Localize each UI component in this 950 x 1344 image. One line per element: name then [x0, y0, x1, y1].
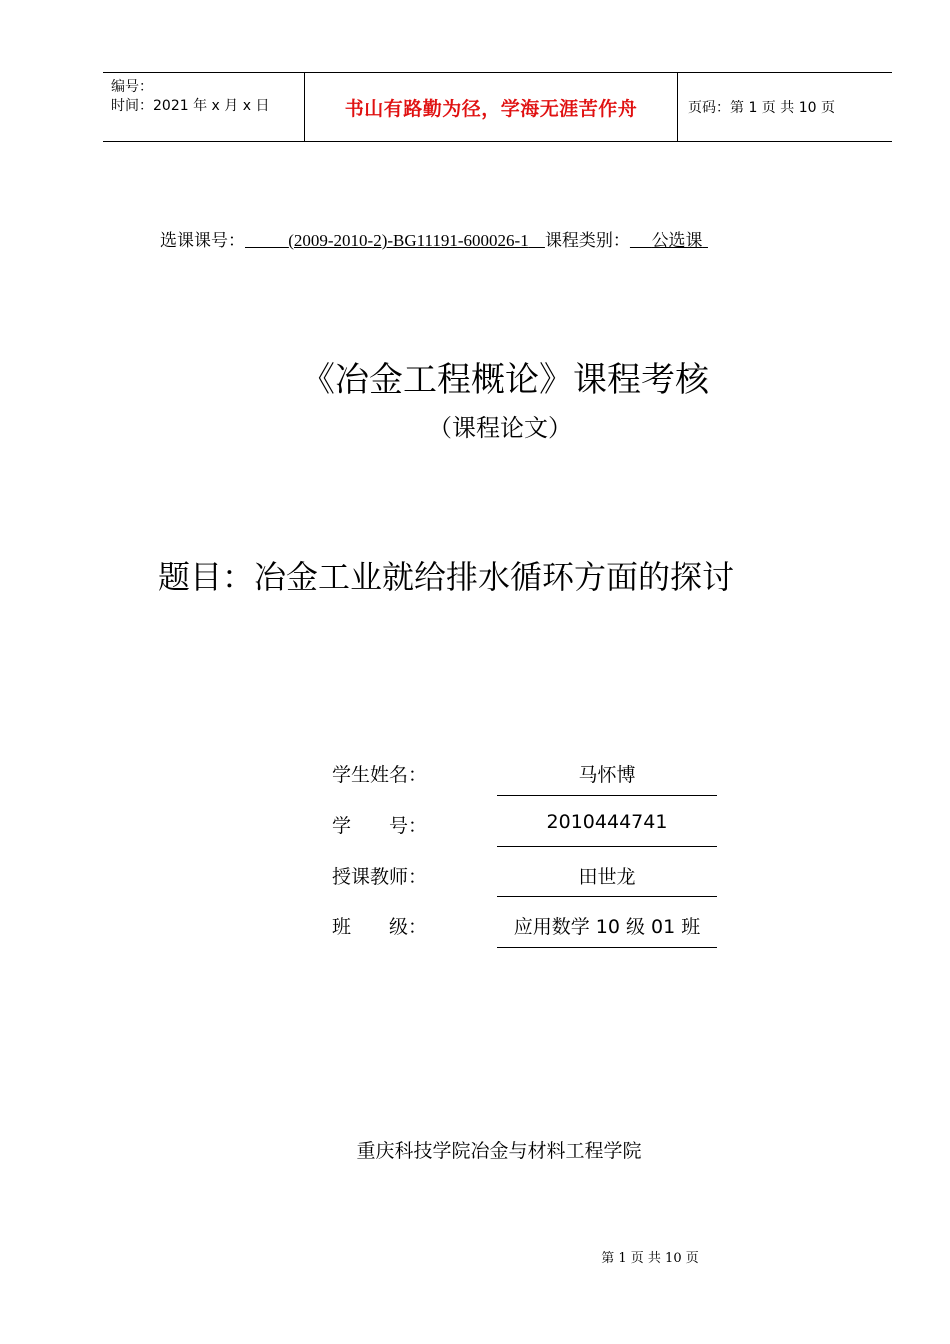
class-underline	[497, 947, 717, 948]
number-label: 编号：	[111, 79, 153, 95]
student-name-underline	[497, 795, 717, 796]
header-meta-cell	[103, 73, 304, 141]
student-id-underline	[497, 846, 717, 847]
time-label: 时间：2021 年 x 月 x 日	[111, 98, 270, 114]
header-motto-cell	[304, 73, 678, 141]
thesis-topic: 题目：冶金工业就给排水循环方面的探讨	[158, 558, 735, 596]
school-name: 重庆科技学院冶金与材料工程学院	[356, 1140, 642, 1162]
student-name-value: 马怀博	[578, 764, 636, 786]
teacher-value: 田世龙	[578, 866, 636, 888]
course-no-label: 选课课号：	[160, 231, 245, 251]
category-label: 课程类别：	[544, 231, 630, 251]
header-page-cell	[678, 73, 892, 141]
course-no-value: (2009-2010-2)-BG11191-600026-1	[288, 231, 529, 250]
page-subtitle: （课程论文）	[428, 414, 572, 442]
course-line	[160, 226, 708, 251]
student-id-value: 2010444741	[546, 811, 668, 833]
class-value: 应用数学 10 级 01 班	[513, 916, 701, 938]
motto: 书山有路勤为径，学海无涯苦作舟	[344, 97, 638, 120]
teacher-label: 授课教师：	[332, 866, 428, 888]
student-name-label: 学生姓名：	[332, 764, 428, 786]
page-title: 《冶金工程概论》课程考核	[301, 360, 709, 400]
teacher-underline	[497, 896, 717, 897]
category-value: 公选课	[651, 231, 703, 250]
page-info: 页码：第 1 页 共 10 页	[688, 100, 835, 116]
class-label: 班 级：	[332, 916, 428, 938]
student-id-label: 学 号：	[332, 815, 428, 837]
header-table	[103, 72, 892, 142]
page-footer: 第 1 页 共 10 页	[601, 1251, 699, 1266]
